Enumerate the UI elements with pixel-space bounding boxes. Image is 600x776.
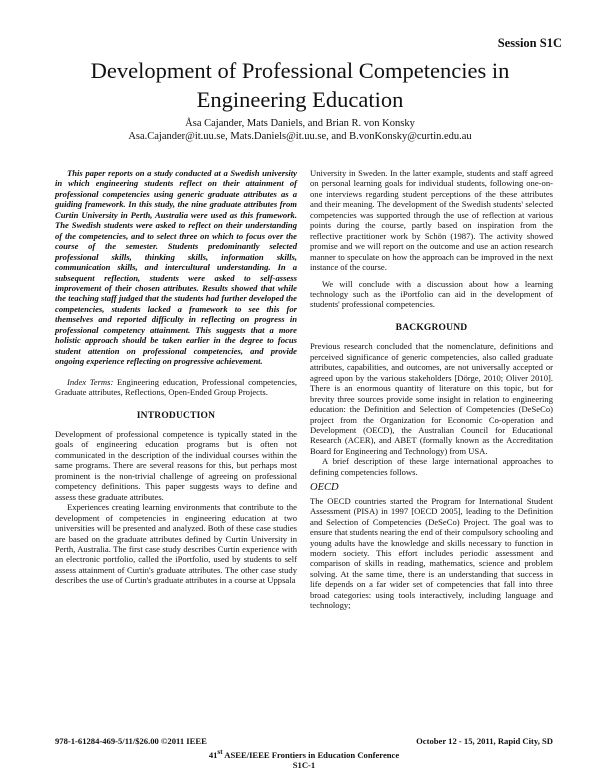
left-column xyxy=(55,168,297,586)
authors: Åsa Cajander, Mats Daniels, and Brian R. von Konsky xyxy=(185,118,415,129)
author-block xyxy=(40,117,560,143)
intro-paragraph-2: Experiences creating learning environments that contribute to the development of competencies in engineering education at two universities will be presented and analyzed. Both of these case studies are based on the graduate attributes defined by Curtin University in Perth, Australia. The first case study describes Curtin experience with an electronic portfolio, called the iPortfolio, used by students to self assess attainment of Curtin's graduate attributes. The other case study describes the use of Curtin's graduate attributes in a course at Uppsala xyxy=(55,502,297,586)
footer-date: October 12 - 15, 2011, Rapid City, SD xyxy=(416,736,553,746)
page-footer xyxy=(55,736,553,770)
author-emails: Asa.Cajander@it.uu.se, Mats.Daniels@it.uu.se, and B.vonKonsky@curtin.edu.au xyxy=(128,131,472,142)
background-paragraph-2: A brief description of these large international approaches to defining competencies follows. xyxy=(310,456,553,477)
footer-conf-name: ASEE/IEEE Frontiers in Education Conference xyxy=(222,749,400,760)
background-paragraph-1: Previous research concluded that the nomenclature, definitions and perceived significance of generic competencies, also called graduate attributes, capabilities, and outcomes, are not universally accepted or agreed upon by the various stakeholders [Dörge, 2010; Oliver 2010]. There is an enormous quantity of literature on this topic, but for brevity three sources provide some insight in relation to engineering education: the Definition and Selection of Competencies (DeSeCo) project from the Organization for Economic Co-operation and Development (OECD), the Australian Council for Educational Research (ACER), and ABET (formally known as the Accreditation Board for Engineering and Technology) from USA. xyxy=(310,341,553,456)
oecd-paragraph-1: The OECD countries started the Program for International Student Assessment (PISA) in 1997 [OECD 2005], leading to the Definition and Selection of Competencies (DeSeCo) Project. The goal was to ensure that students nearing the end of their compulsory schooling and young adults have the knowledge and skills necessary to function in modern society. This effort includes periodic assessment and comparison of skills in reading, mathematics, science and problem solving. At the same time, there is an understanding that success in life depends on a far wider set of competencies that fall into three broad categories: using tools interactively, including language and technology; xyxy=(310,495,553,611)
footer-isbn: 978-1-61284-469-5/11/$26.00 ©2011 IEEE xyxy=(55,736,207,746)
footer-conference xyxy=(55,747,553,760)
intro-paragraph-3: We will conclude with a discussion about how a learning technology such as the iPortfolio can aid in the development of students' professional competencies. xyxy=(310,278,553,310)
index-terms-label: Index Terms: xyxy=(67,376,114,387)
index-terms xyxy=(55,377,297,398)
title-line-2: Engineering Education xyxy=(196,87,404,112)
right-column xyxy=(310,168,553,611)
paper-title xyxy=(40,56,560,114)
abstract: This paper reports on a study conducted at a Swedish university in which engineering students reflect on their attainment of professional competencies using generic graduate attributes as a guiding framework. In this study, the nine graduate attributes from Curtin University in Perth, Australia were used as this framework. The Swedish students were asked to reflect on their understanding of the competencies, and to select three on which to focus over the course of the semester. Students predominantly selected professional skills, thinking skills, information skills, communication skills, and intercultural understanding. In a subsequent reflection, students were asked to self-assess improvement of their chosen attributes. Results showed that while the teaching staff judged that the students had further developed the competencies, students lacked a framework to see this for themselves and reported difficulty in reflecting on progress in professional competency attainment. This suggests that a more holistic approach should be taken earlier in the degree to focus student attention on professional competencies, and provide ongoing experience reflecting on progressive achievement. xyxy=(55,168,297,367)
footer-page-number: S1C-1 xyxy=(292,759,316,770)
oecd-heading: OECD xyxy=(310,482,339,494)
footer-conf-suffix: st xyxy=(217,747,223,756)
index-terms-text: Engineering education, Professional competencies, Graduate attributes, Reflections, Open-Ended Group Projects. xyxy=(55,376,297,398)
title-line-1: Development of Professional Competencies in xyxy=(90,58,510,83)
session-label: Session S1C xyxy=(497,36,562,50)
intro-paragraph-1: Development of professional competence is typically stated in the goals of engineering education programs but is often not communicated in the description of the individual courses within the same programs. There are several reasons for this, but perhaps most prominent is the non-trivial challenge of agreeing on professional competency definitions. This paper suggests ways to define and assess these graduate attributes. xyxy=(55,428,297,502)
footer-conf-number: 41 xyxy=(208,749,218,760)
intro-paragraph-2-continued: University in Sweden. In the latter example, students and staff agreed on personal learning goals for individual students, following one-on-one interviews regarding student perceptions of the these attributes and their meaning. The development of the Swedish students' selected competencies was supported through the use of reflection at various points during the course, partly based on inspiration from the reflective practitioner work by Schön (1987). The activity showed promise and we will report on the outcome and use an action research manner to speculate on how the approach can be improved in the next instance of the course. xyxy=(310,168,553,273)
introduction-heading: INTRODUCTION xyxy=(136,410,216,421)
background-heading: BACKGROUND xyxy=(395,322,468,333)
